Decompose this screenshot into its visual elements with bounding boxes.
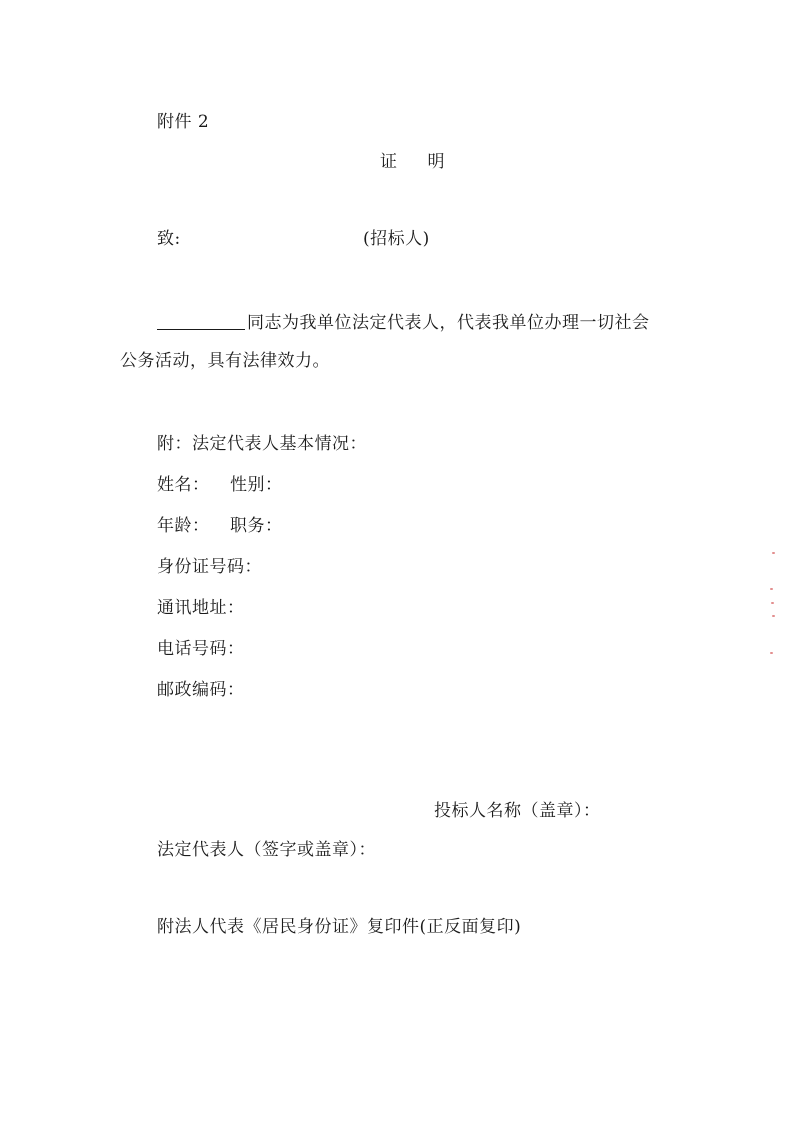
edge-mark — [771, 602, 774, 604]
edge-mark — [770, 652, 773, 654]
phone-label: 电话号码： — [157, 639, 245, 659]
title-char-1: 证 — [380, 152, 398, 172]
legal-rep-label: 法定代表人（签字或盖章）： — [157, 840, 376, 860]
edge-mark — [770, 588, 773, 590]
bidder-name-label: 投标人名称（盖章）： — [434, 801, 601, 821]
name-label: 姓名： — [157, 475, 210, 495]
name-blank-line — [157, 313, 245, 330]
recipient-note: (招标人) — [363, 229, 430, 249]
statement-line-2: 公务活动，具有法律效力。 — [120, 351, 330, 371]
edge-mark — [772, 615, 775, 617]
gender-label: 性别： — [230, 475, 283, 495]
title-char-2: 明 — [427, 152, 445, 172]
attachment-note: 附法人代表《居民身份证》复印件(正反面复印) — [157, 917, 522, 937]
age-label: 年龄： — [157, 516, 210, 536]
id-number-label: 身份证号码： — [157, 557, 262, 577]
statement-line-1 — [157, 312, 650, 334]
address-label: 通讯地址： — [157, 598, 245, 618]
statement-line-1-text: 同志为我单位法定代表人，代表我单位办理一切社会 — [247, 313, 650, 333]
attachment-label: 附件 2 — [157, 112, 210, 132]
info-heading: 附：法定代表人基本情况： — [157, 434, 367, 454]
edge-mark — [772, 552, 775, 554]
position-label: 职务： — [230, 516, 283, 536]
page-title — [380, 151, 445, 173]
postcode-label: 邮政编码： — [157, 680, 245, 700]
to-label: 致: — [157, 229, 181, 249]
